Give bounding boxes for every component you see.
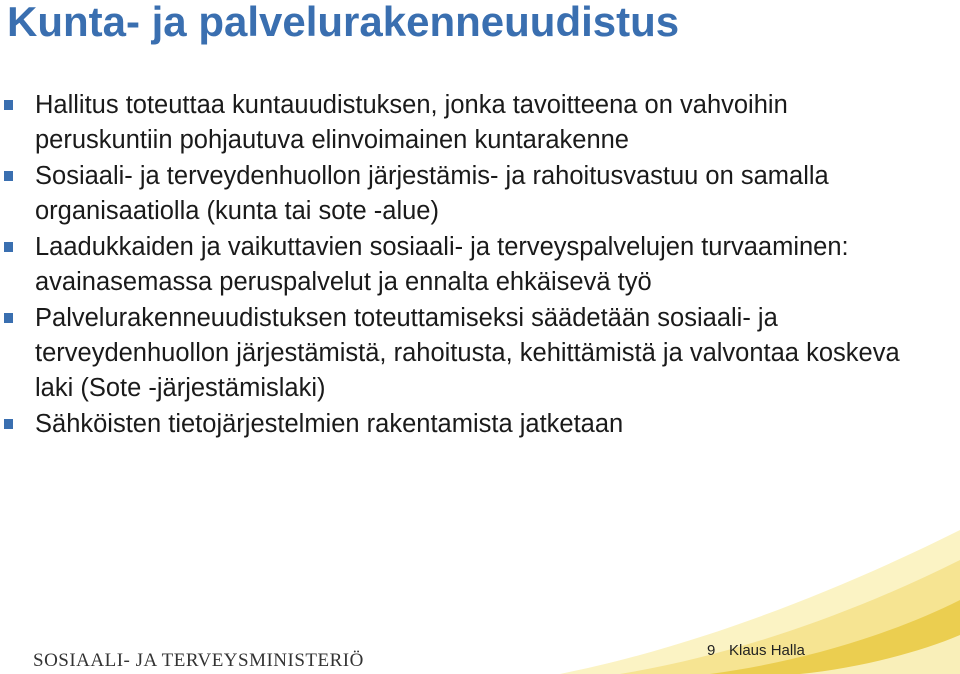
- bullet-text: Hallitus toteuttaa kuntauudistuksen, jonka tavoitteena on vahvoihin peruskuntiin pohjautuva elinvoimainen kuntarakenne: [35, 91, 788, 154]
- ministry-logo: SOSIAALI- JA TERVEYSMINISTERIÖ: [33, 650, 364, 671]
- bullet-square-icon: [4, 419, 13, 429]
- author-name: Klaus Halla: [729, 642, 805, 659]
- bullet-square-icon: [4, 171, 13, 181]
- bullet-list: [0, 88, 960, 443]
- bullet-text: Sähköisten tietojärjestelmien rakentamista jatketaan: [35, 410, 624, 438]
- bullet-item: [0, 407, 960, 442]
- bullet-item: [0, 230, 960, 300]
- bullet-item: [0, 88, 960, 158]
- bullet-square-icon: [4, 242, 13, 252]
- bullet-square-icon: [4, 100, 13, 110]
- page-number: 9: [707, 642, 716, 659]
- bullet-square-icon: [4, 313, 13, 323]
- bullet-item: [0, 159, 960, 229]
- bullet-text: Laadukkaiden ja vaikuttavien sosiaali- ja terveyspalvelujen turvaaminen: avainasemassa peruspalvelut ja ennalta ehkäisevä työ: [35, 233, 849, 296]
- bullet-text: Sosiaali- ja terveydenhuollon järjestämis- ja rahoitusvastuu on samalla organisaatiolla (kunta tai sote -alue): [35, 162, 829, 225]
- bullet-item: [0, 301, 960, 406]
- bullet-text: Palvelurakenneuudistuksen toteuttamiseksi säädetään sosiaali- ja terveydenhuollon järjestämistä, rahoitusta, kehittämistä ja valvontaa koskeva laki (Sote -järjestämislaki): [35, 304, 900, 402]
- slide-title: Kunta- ja palvelurakenneuudistus: [7, 0, 680, 45]
